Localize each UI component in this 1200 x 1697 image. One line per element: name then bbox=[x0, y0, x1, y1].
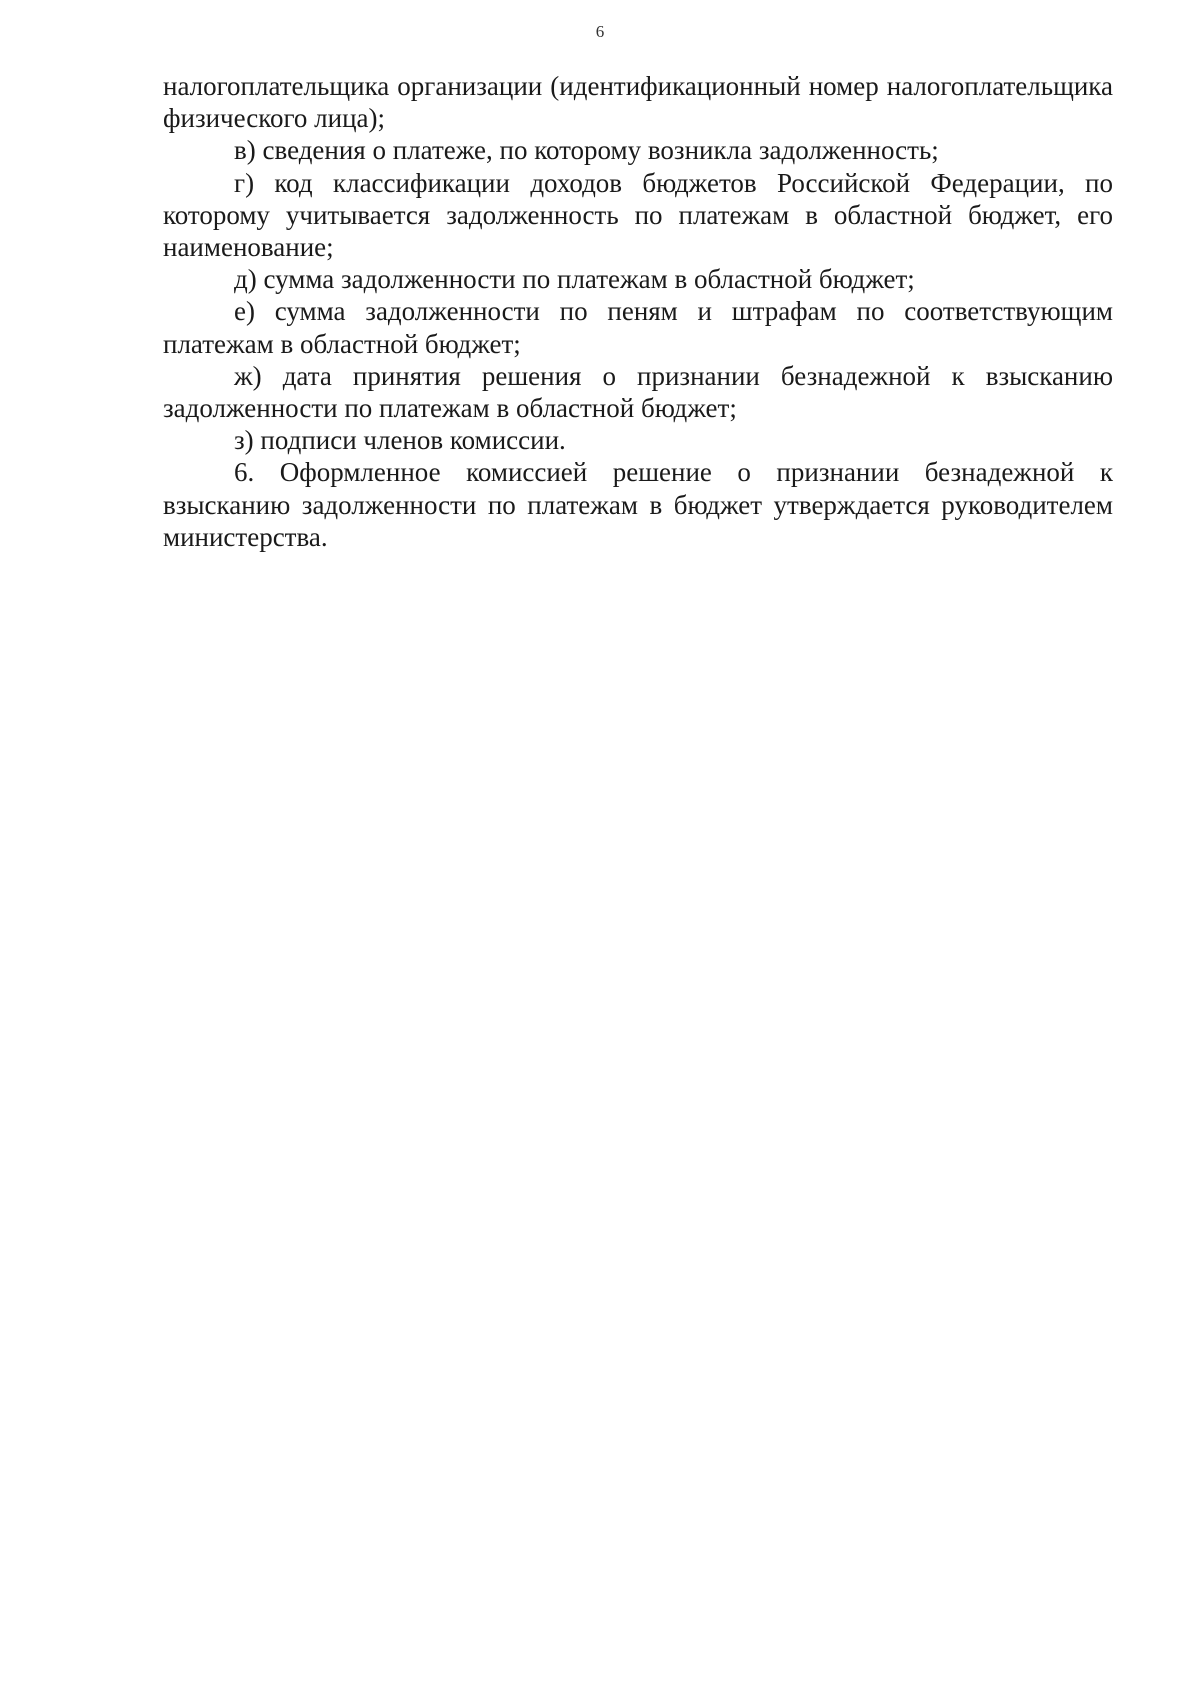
paragraph-continuation: налогоплательщика организации (идентификационный номер налогоплательщика физического лица); bbox=[163, 71, 1113, 134]
document-body bbox=[163, 70, 1113, 553]
paragraph-item-e: е) сумма задолженности по пеням и штрафам по соответствующим платежам в областной бюджет; bbox=[163, 296, 1113, 359]
paragraph-item-v: в) сведения о платеже, по которому возникла задолженность; bbox=[234, 135, 939, 166]
paragraph-item-z: з) подписи членов комиссии. bbox=[234, 425, 566, 456]
page-number: 6 bbox=[595, 22, 605, 41]
paragraph-clause-6: 6. Оформленное комиссией решение о признании безнадежной к взысканию задолженности по платежам в бюджет утверждается руководителем министерства. bbox=[163, 457, 1113, 552]
paragraph-item-zh: ж) дата принятия решения о признании безнадежной к взысканию задолженности по платежам в областной бюджет; bbox=[163, 360, 1113, 424]
paragraph-item-d: д) сумма задолженности по платежам в областной бюджет; bbox=[234, 264, 915, 295]
paragraph-item-g: г) код классификации доходов бюджетов Российской Федерации, по которому учитывается задолженность по платежам в областной бюджет, его наименование; bbox=[163, 167, 1113, 263]
